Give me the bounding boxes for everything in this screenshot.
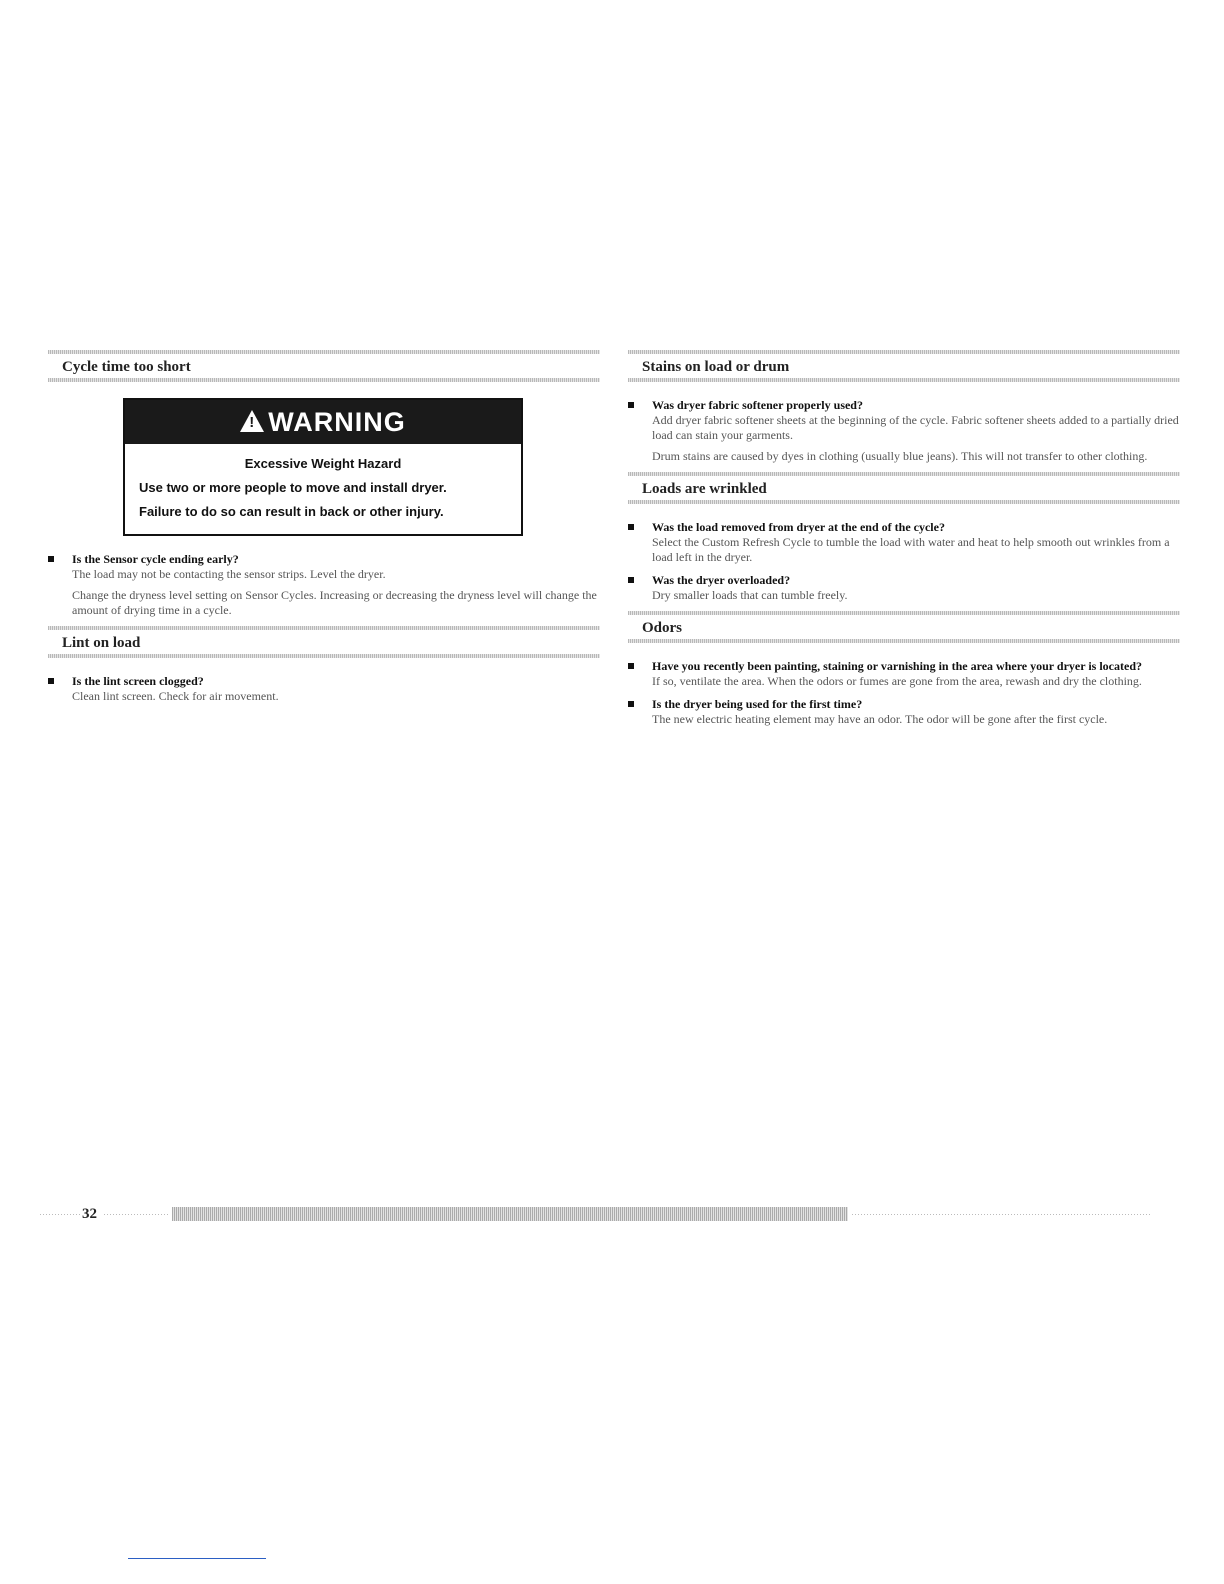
section-rule [628, 378, 1180, 382]
square-bullet-icon [48, 556, 54, 562]
list-item [48, 674, 600, 704]
warning-label: WARNING [268, 406, 406, 437]
section-header-cycle-time [48, 350, 600, 382]
question: Is the lint screen clogged? [72, 674, 204, 688]
list-item [628, 659, 1180, 689]
answer: Select the Custom Refresh Cycle to tumble the load with water and heat to help smooth out wrinkles from a load left in the dryer. [652, 535, 1170, 564]
answer: The new electric heating element may have an odor. The odor will be gone after the first cycle. [652, 712, 1108, 726]
square-bullet-icon [628, 577, 634, 583]
section-title: Lint on load [62, 635, 141, 651]
left-column [48, 350, 600, 712]
square-bullet-icon [628, 524, 634, 530]
list-item [628, 697, 1180, 727]
square-bullet-icon [628, 701, 634, 707]
answer: Drum stains are caused by dyes in clothing (usually blue jeans). This will not transfer to other clothing. [652, 449, 1148, 463]
section-header-stains [628, 350, 1180, 382]
question: Is the dryer being used for the first time? [652, 697, 863, 711]
question: Have you recently been painting, staining or varnishing in the area where your dryer is located? [652, 659, 1143, 673]
footer-bar [172, 1207, 848, 1221]
warning-body [125, 444, 521, 534]
list-item [48, 552, 600, 618]
footer-dotted-rule [104, 1214, 170, 1215]
footer-dotted-rule [40, 1214, 80, 1215]
section-header-lint [48, 626, 600, 658]
warning-line: Use two or more people to move and install dryer. [139, 480, 447, 495]
bottom-rule [128, 1558, 266, 1559]
answer: The load may not be contacting the sensor strips. Level the dryer. [72, 567, 386, 581]
square-bullet-icon [48, 678, 54, 684]
section-rule [628, 500, 1180, 504]
answer: Clean lint screen. Check for air movement. [72, 689, 279, 703]
section-rule [48, 654, 600, 658]
page-number: 32 [82, 1206, 97, 1222]
question: Was the load removed from dryer at the end of the cycle? [652, 520, 945, 534]
section-rule [48, 378, 600, 382]
square-bullet-icon [628, 402, 634, 408]
list-item [628, 573, 1180, 603]
list-item [628, 398, 1180, 464]
footer-dotted-rule [852, 1214, 1152, 1215]
section-rule [628, 639, 1180, 643]
question: Was dryer fabric softener properly used? [652, 398, 863, 412]
section-title: Odors [642, 620, 683, 636]
alert-triangle-icon [240, 410, 264, 432]
section-title: Stains on load or drum [642, 359, 790, 375]
answer: Change the dryness level setting on Sensor Cycles. Increasing or decreasing the dryness level will change the amount of drying time in a cycle. [72, 588, 597, 617]
right-column [628, 350, 1180, 735]
section-title: Loads are wrinkled [642, 481, 767, 497]
section-title: Cycle time too short [62, 359, 191, 375]
warning-box [123, 398, 523, 536]
warning-line: Failure to do so can result in back or other injury. [139, 504, 444, 519]
warning-header [125, 400, 521, 444]
answer: Add dryer fabric softener sheets at the beginning of the cycle. Fabric softener sheets added to a partially dried load can stain your garments. [652, 413, 1179, 442]
hazard-title: Excessive Weight Hazard [244, 456, 402, 471]
section-header-odors [628, 611, 1180, 643]
answer: If so, ventilate the area. When the odors or fumes are gone from the area, rewash and dry the clothing. [652, 674, 1142, 688]
answer: Dry smaller loads that can tumble freely. [652, 588, 848, 602]
square-bullet-icon [628, 663, 634, 669]
question: Is the Sensor cycle ending early? [72, 552, 239, 566]
list-item [628, 520, 1180, 565]
section-header-wrinkled [628, 472, 1180, 504]
question: Was the dryer overloaded? [652, 573, 791, 587]
